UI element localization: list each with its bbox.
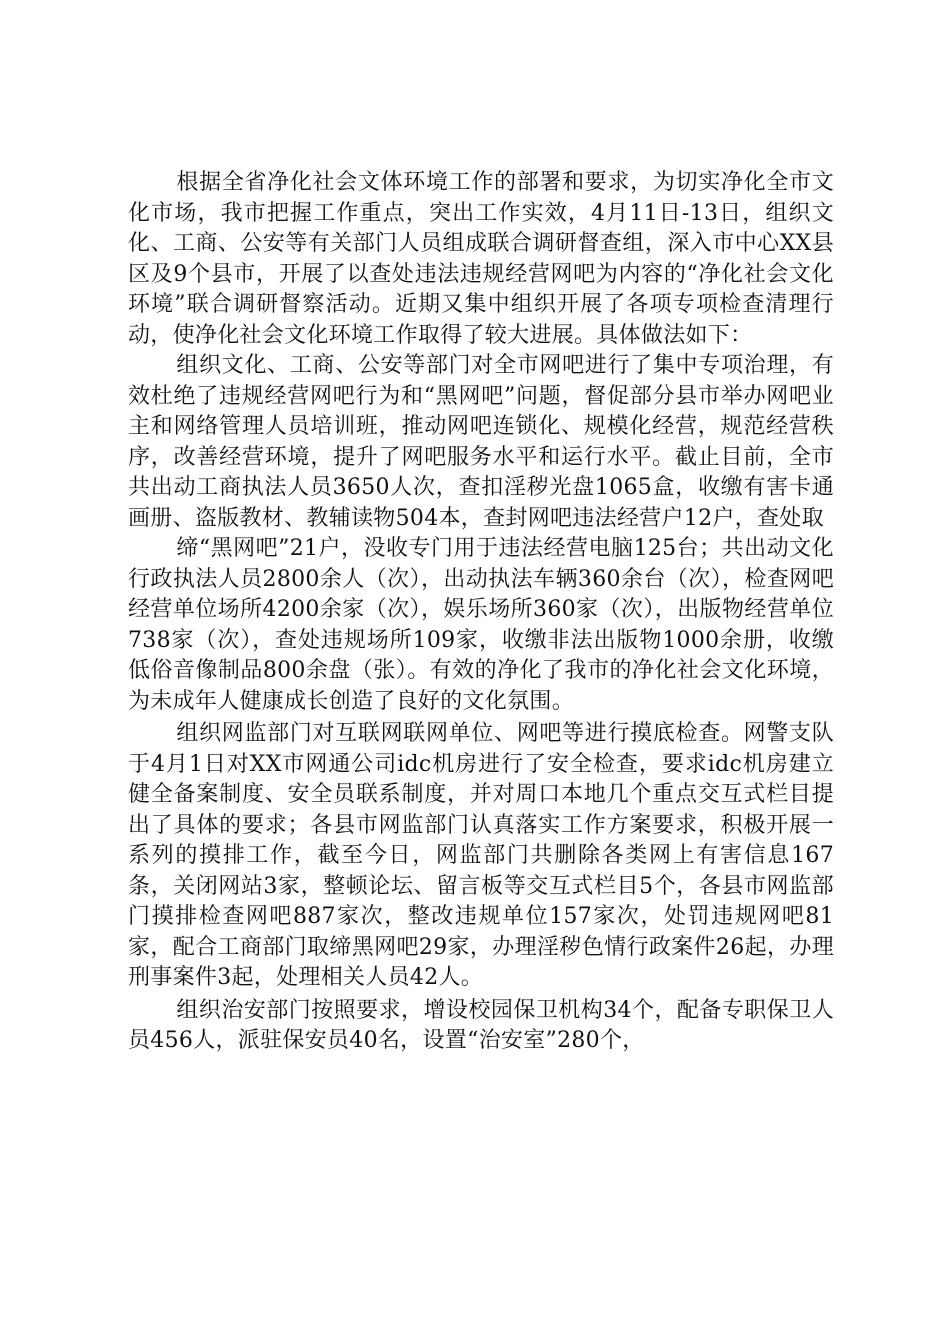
document-body bbox=[128, 168, 834, 1057]
paragraph-public-security: 组织治安部门按照要求，增设校园保卫机构34个，配备专职保卫人员456人，派驻保安员40名，设置“治安室”280个， bbox=[128, 997, 834, 1053]
paragraph-network-supervision: 组织网监部门对互联网联网单位、网吧等进行摸底检查。网警支队于4月1日对XX市网通公司idc机房进行了安全检查，要求idc机房建立健全备案制度、安全员联系制度，并对周口本地几个重点交互式栏目提出了具体的要求；各县市网监部门认真落实工作方案要求，积极开展一系列的摸排工作，截至今日，网监部门共删除各类网上有害信息167条，关闭网站3家，整顿论坛、留言板等交互式栏目5个，各县市网监部门摸排检查网吧887家次，整改违规单位157家次，处罚违规网吧81家，配合工商部门取缔黑网吧29家，办理淫秽色情行政案件26起，办理刑事案件3起，处理相关人员42人。 bbox=[128, 721, 834, 990]
paragraph-enforcement-statistics: 缔“黑网吧”21户，没收专门用于违法经营电脑125台；共出动文化行政执法人员2800余人（次），出动执法车辆360余台（次），检查网吧经营单位场所4200余家（次），娱乐场所360家（次），出版物经营单位738家（次），查处违规场所109家，收缴非法出版物1000余册，收缴低俗音像制品800余盘（张）。有效的净化了我市的净化社会文化环境，为未成年人健康成长创造了良好的文化氛围。 bbox=[128, 536, 834, 714]
paragraph-intro: 根据全省净化社会文体环境工作的部署和要求，为切实净化全市文化市场，我市把握工作重点，突出工作实效，4月11日-13日，组织文化、工商、公安等有关部门人员组成联合调研督查组，深入市中心XX县区及9个县市，开展了以查处违法违规经营网吧为内容的“净化社会文化环境”联合调研督察活动。近期又集中组织开展了各项专项检查清理行动，使净化社会文化环境工作取得了较大进展。具体做法如下： bbox=[128, 170, 834, 348]
paragraph-internet-cafe-rectification: 组织文化、工商、公安等部门对全市网吧进行了集中专项治理，有效杜绝了违规经营网吧行为和“黑网吧”问题，督促部分县市举办网吧业主和网络管理人员培训班，推动网吧连锁化、规模化经营，规范经营秩序，改善经营环境，提升了网吧服务水平和运行水平。截止目前，全市共出动工商执法人员3650人次，查扣淫秽光盘1065盒，收缴有害卡通画册、盗版教材、教辅读物504本，查封网吧违法经营户12户，查处取 bbox=[128, 353, 834, 531]
